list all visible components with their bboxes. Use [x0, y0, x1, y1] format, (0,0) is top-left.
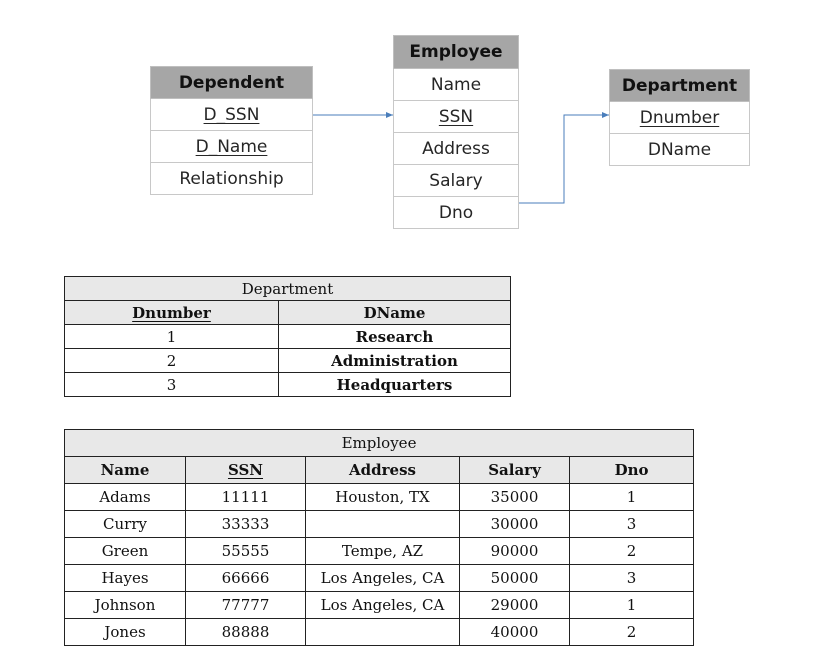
table-cell: 88888: [186, 619, 306, 646]
table-row: [65, 511, 694, 538]
arrow-employee-to-department: [519, 115, 609, 203]
table-cell: 1: [570, 484, 694, 511]
table-cell: 1: [570, 592, 694, 619]
dependent-title: Dependent: [151, 67, 313, 99]
table-cell: 3: [570, 565, 694, 592]
table-cell: 1: [65, 325, 279, 349]
table-row: [65, 538, 694, 565]
table-cell: Research: [279, 325, 511, 349]
table-cell: Curry: [65, 511, 186, 538]
table-cell: 11111: [186, 484, 306, 511]
dependent-attr-relationship: Relationship: [151, 163, 313, 195]
table-cell: 2: [65, 349, 279, 373]
table-cell: 29000: [460, 592, 570, 619]
table-cell: Houston, TX: [306, 484, 460, 511]
employee-col-address: Address: [306, 457, 460, 484]
table-row: [65, 592, 694, 619]
employee-attr-name: Name: [394, 69, 519, 101]
table-cell: Green: [65, 538, 186, 565]
employee-table: [64, 429, 694, 646]
table-cell: 66666: [186, 565, 306, 592]
table-cell: Hayes: [65, 565, 186, 592]
table-cell: Los Angeles, CA: [306, 565, 460, 592]
employee-title: Employee: [394, 36, 519, 69]
table-cell: Administration: [279, 349, 511, 373]
department-attr-dname: DName: [610, 134, 750, 166]
department-col-dname: DName: [279, 301, 511, 325]
table-cell: Jones: [65, 619, 186, 646]
department-title: Department: [610, 70, 750, 102]
dependent-attr-d-name: D_Name: [151, 131, 313, 163]
department-attr-dnumber: Dnumber: [610, 102, 750, 134]
department-table-caption: Department: [65, 277, 511, 301]
employee-attr-address: Address: [394, 133, 519, 165]
table-row: [65, 349, 511, 373]
table-row: [65, 484, 694, 511]
table-cell: Headquarters: [279, 373, 511, 397]
table-cell: 55555: [186, 538, 306, 565]
employee-col-salary: Salary: [460, 457, 570, 484]
table-cell: 90000: [460, 538, 570, 565]
table-cell: 3: [65, 373, 279, 397]
table-cell: 50000: [460, 565, 570, 592]
employee-attr-dno: Dno: [394, 197, 519, 229]
employee-table-caption: Employee: [65, 430, 694, 457]
table-cell: 35000: [460, 484, 570, 511]
table-row: [65, 373, 511, 397]
dependent-attr-d-ssn: D_SSN: [151, 99, 313, 131]
table-cell: [306, 511, 460, 538]
table-cell: 3: [570, 511, 694, 538]
table-cell: Adams: [65, 484, 186, 511]
table-cell: 2: [570, 538, 694, 565]
table-cell: Los Angeles, CA: [306, 592, 460, 619]
table-cell: 2: [570, 619, 694, 646]
table-cell: [306, 619, 460, 646]
employee-attr-ssn: SSN: [394, 101, 519, 133]
table-row: [65, 619, 694, 646]
department-col-dnumber: Dnumber: [65, 301, 279, 325]
table-cell: 33333: [186, 511, 306, 538]
table-cell: 40000: [460, 619, 570, 646]
employee-attr-salary: Salary: [394, 165, 519, 197]
table-cell: Johnson: [65, 592, 186, 619]
employee-col-name: Name: [65, 457, 186, 484]
table-row: [65, 565, 694, 592]
table-cell: 30000: [460, 511, 570, 538]
employee-col-dno: Dno: [570, 457, 694, 484]
table-row: [65, 325, 511, 349]
employee-col-ssn: SSN: [186, 457, 306, 484]
table-cell: Tempe, AZ: [306, 538, 460, 565]
table-cell: 77777: [186, 592, 306, 619]
department-table: [64, 276, 511, 397]
